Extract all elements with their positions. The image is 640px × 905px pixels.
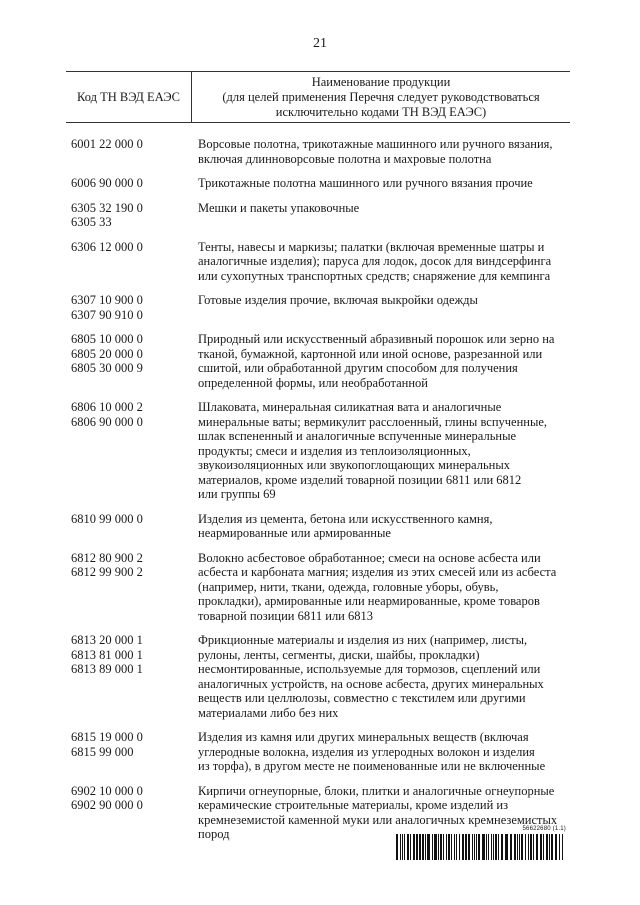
barcode-block	[396, 826, 566, 860]
tnved-codes	[66, 332, 196, 390]
description-line: Ворсовые полотна, трикотажные машинного или ручного вязания,	[198, 137, 553, 151]
barcode-bar	[454, 834, 455, 860]
barcode-bar	[446, 834, 447, 860]
tnved-codes	[66, 730, 196, 774]
description-line: Тенты, навесы и маркизы; палатки (включая временные шатры и	[198, 239, 545, 254]
barcode-bar	[396, 834, 398, 860]
barcode-bar	[416, 834, 418, 860]
barcode-bar	[510, 834, 512, 860]
description-line: пород	[198, 827, 230, 841]
barcode-bar	[474, 834, 475, 860]
barcode-bar	[488, 834, 489, 860]
barcode-bar	[530, 834, 532, 860]
barcode-bar	[413, 834, 415, 860]
description-line: или группы 69	[198, 487, 276, 501]
barcode-bar	[422, 834, 424, 860]
tnved-code: 6001 22 000 0	[71, 137, 143, 151]
table-row	[66, 332, 570, 390]
barcode-image	[396, 834, 566, 860]
barcode-bar	[443, 834, 444, 860]
tnved-codes	[66, 633, 196, 720]
description-line: Трикотажные полотна машинного или ручного вязания прочие	[198, 176, 533, 190]
header-name-line: исключительно кодами ТН ВЭД ЕАЭС)	[275, 104, 487, 119]
tnved-code: 6815 19 000 0	[71, 730, 143, 744]
tnved-code: 6812 80 900 2	[71, 550, 143, 565]
barcode-bar	[546, 834, 548, 860]
tnved-code: 6813 81 000 1	[71, 647, 143, 662]
description-line: товарной позиции 6811 или 6813	[198, 608, 373, 623]
description-line: Волокно асбестовое обработанное; смеси на основе асбеста или	[198, 550, 541, 565]
description-line: Изделия из камня или других минеральных веществ (включая	[198, 730, 529, 744]
product-description	[196, 512, 570, 541]
description-line: прокладки), армированные или неармированные, кроме товаров	[198, 594, 540, 608]
barcode-bar	[495, 834, 497, 860]
tnved-code: 6305 33	[71, 215, 112, 229]
tnved-code: 6813 89 000 1	[71, 662, 143, 676]
description-line: материалами либо без них	[198, 705, 339, 720]
barcode-bar	[528, 834, 529, 860]
table-header	[66, 71, 570, 123]
product-description	[196, 633, 570, 720]
header-name-column	[192, 72, 570, 122]
description-line: или сухопутных транспортных средств; снаряжение для кемпинга	[198, 268, 551, 283]
barcode-bar	[562, 834, 563, 860]
barcode-bar	[410, 834, 411, 860]
description-line: Природный или искусственный абразивный порошок или зерно на	[198, 332, 555, 346]
description-line: Изделия из цемента, бетона или искусственного камня,	[198, 511, 493, 526]
product-description	[196, 176, 570, 191]
header-name-line: (для целей применения Перечня следует руководствоваться	[222, 89, 540, 104]
barcode-bar	[402, 834, 403, 860]
table-row	[66, 512, 570, 541]
barcode-bar	[559, 834, 560, 860]
description-line: Готовые изделия прочие, включая выкройки одежды	[198, 293, 478, 307]
product-description	[196, 730, 570, 774]
barcode-bar	[514, 834, 516, 860]
barcode-bar	[440, 834, 442, 860]
description-line: аналогичных устройств, на основе асбеста, других минеральных	[198, 676, 544, 691]
barcode-bar	[482, 834, 485, 860]
barcode-bar	[486, 834, 487, 860]
tnved-code: 6805 20 000 0	[71, 346, 143, 361]
barcode-bar	[549, 834, 550, 860]
description-line: аналогичные изделия); паруса для лодок, досок для виндсерфинга	[198, 254, 552, 268]
table-row	[66, 293, 570, 322]
tnved-codes	[66, 551, 196, 624]
barcode-bar	[491, 834, 492, 860]
table-row	[66, 240, 570, 284]
barcode-bar	[540, 834, 542, 860]
barcode-bar	[425, 834, 426, 860]
product-description	[196, 293, 570, 322]
barcode-bar	[498, 834, 499, 860]
description-line: Мешки и пакеты упаковочные	[198, 200, 360, 215]
table-row	[66, 633, 570, 720]
description-line: минеральные ваты; вермикулит расслоенный, глины вспученные,	[198, 414, 548, 429]
header-code-column: Код ТН ВЭД ЕАЭС	[66, 72, 192, 122]
barcode-bar	[519, 834, 520, 860]
barcode-bar	[465, 834, 467, 860]
description-line: Фрикционные материалы и изделия из них (например, листы,	[198, 633, 528, 647]
barcode-bar	[432, 834, 433, 860]
table-row	[66, 400, 570, 502]
description-line: керамические строительные материалы, кроме изделий из	[198, 798, 509, 812]
header-name-line: Наименование продукции	[311, 74, 451, 89]
barcode-bar	[459, 834, 460, 860]
table-row	[66, 137, 570, 166]
description-line: тканой, бумажной, картонной или иной основе, разрезанной или	[198, 346, 543, 361]
description-line: Кирпичи огнеупорные, блоки, плитки и аналогичные огнеупорные	[198, 783, 555, 798]
description-line: звукоизоляционных или звукопоглощающих минеральных	[198, 458, 510, 472]
description-line: продукты; смеси и изделия из теплоизоляционных,	[198, 443, 471, 458]
barcode-bar	[533, 834, 534, 860]
tnved-codes	[66, 293, 196, 322]
page-number: 21	[313, 36, 327, 51]
product-description	[196, 332, 570, 390]
description-line: углеродные волокна, изделия из углеродных волокон и изделия	[198, 744, 535, 759]
tnved-code: 6815 99 000	[71, 744, 134, 759]
barcode-bar	[407, 834, 409, 860]
table-row	[66, 551, 570, 624]
description-line: сшитой, или обработанной другим способом для получения	[198, 361, 518, 375]
product-description	[196, 240, 570, 284]
barcode-bar	[468, 834, 470, 860]
description-line: из торфа), в другом месте не поименованные или не включенные	[198, 759, 546, 773]
tnved-code: 6307 90 910 0	[71, 307, 143, 322]
description-line: Шлаковата, минеральная силикатная вата и аналогичные	[198, 400, 502, 414]
barcode-bar	[400, 834, 401, 860]
table-row	[66, 201, 570, 230]
description-line: материалов, кроме изделий товарной позиции 6811 или 6812	[198, 472, 522, 487]
tnved-code: 6806 10 000 2	[71, 400, 143, 414]
description-line: кремнеземистой каменной муки или аналогичных кремнеземистых	[198, 812, 558, 827]
tnved-code: 6805 10 000 0	[71, 332, 143, 346]
barcode-bar	[456, 834, 457, 860]
description-line: определенной формы, или необработанной	[198, 375, 428, 390]
description-line: несмонтированные, используемые для тормозов, сцеплений или	[198, 662, 541, 676]
description-line: шлак вспененный и аналогичные вспученные минеральные	[198, 429, 517, 443]
barcode-bar	[462, 834, 464, 860]
barcode-bar	[501, 834, 503, 860]
description-line: веществ или целлюлозы, совместно с текстилем или другими	[198, 691, 526, 705]
barcode-bar	[478, 834, 480, 860]
barcode-bar	[555, 834, 557, 860]
barcode-bar	[427, 834, 430, 860]
barcode-bar	[472, 834, 473, 860]
description-line: рулоны, ленты, сегменты, диски, шайбы, прокладки)	[198, 647, 480, 662]
description-line: (например, нити, ткани, одежда, головные уборы, обувь,	[198, 579, 499, 594]
tnved-code: 6307 10 900 0	[71, 293, 143, 307]
product-description	[196, 137, 570, 166]
barcode-bar	[434, 834, 437, 860]
product-table	[66, 71, 570, 852]
tnved-codes	[66, 176, 196, 191]
description-line: асбеста и карбоната магния; изделия из этих смесей или из асбеста	[198, 565, 557, 579]
tnved-code: 6902 90 000 0	[71, 798, 143, 812]
product-description	[196, 400, 570, 502]
tnved-code: 6812 99 900 2	[71, 565, 143, 579]
barcode-bar	[521, 834, 523, 860]
tnved-code: 6305 32 190 0	[71, 200, 143, 215]
table-body	[66, 123, 570, 842]
barcode-bar	[517, 834, 518, 860]
barcode-bar	[451, 834, 452, 860]
table-row	[66, 730, 570, 774]
tnved-codes	[66, 137, 196, 166]
tnved-code: 6805 30 000 9	[71, 361, 143, 375]
barcode-bar	[551, 834, 553, 860]
barcode-bar	[543, 834, 544, 860]
product-description	[196, 201, 570, 230]
product-description	[196, 551, 570, 624]
barcode-bar	[476, 834, 477, 860]
barcode-bar	[525, 834, 526, 860]
barcode-bar	[536, 834, 538, 860]
tnved-code: 6813 20 000 1	[71, 633, 143, 647]
description-line: включая длинноворсовые полотна и махровые полотна	[198, 151, 492, 166]
tnved-code: 6902 10 000 0	[71, 783, 143, 798]
barcode-bar	[438, 834, 439, 860]
barcode-bar	[505, 834, 508, 860]
barcode-bar	[493, 834, 494, 860]
tnved-code: 6810 99 000 0	[71, 511, 143, 526]
tnved-codes	[66, 201, 196, 230]
tnved-code: 6306 12 000 0	[71, 239, 143, 254]
table-row	[66, 176, 570, 191]
barcode-number: 56622680 (1.1)	[522, 826, 566, 832]
tnved-code: 6006 90 000 0	[71, 176, 143, 190]
barcode-bar	[448, 834, 450, 860]
barcode-bar	[404, 834, 405, 860]
tnved-codes	[66, 784, 196, 842]
barcode-bar	[419, 834, 421, 860]
tnved-codes	[66, 512, 196, 541]
tnved-codes	[66, 400, 196, 502]
tnved-codes	[66, 240, 196, 284]
tnved-code: 6806 90 000 0	[71, 414, 143, 429]
description-line: неармированные или армированные	[198, 526, 391, 540]
